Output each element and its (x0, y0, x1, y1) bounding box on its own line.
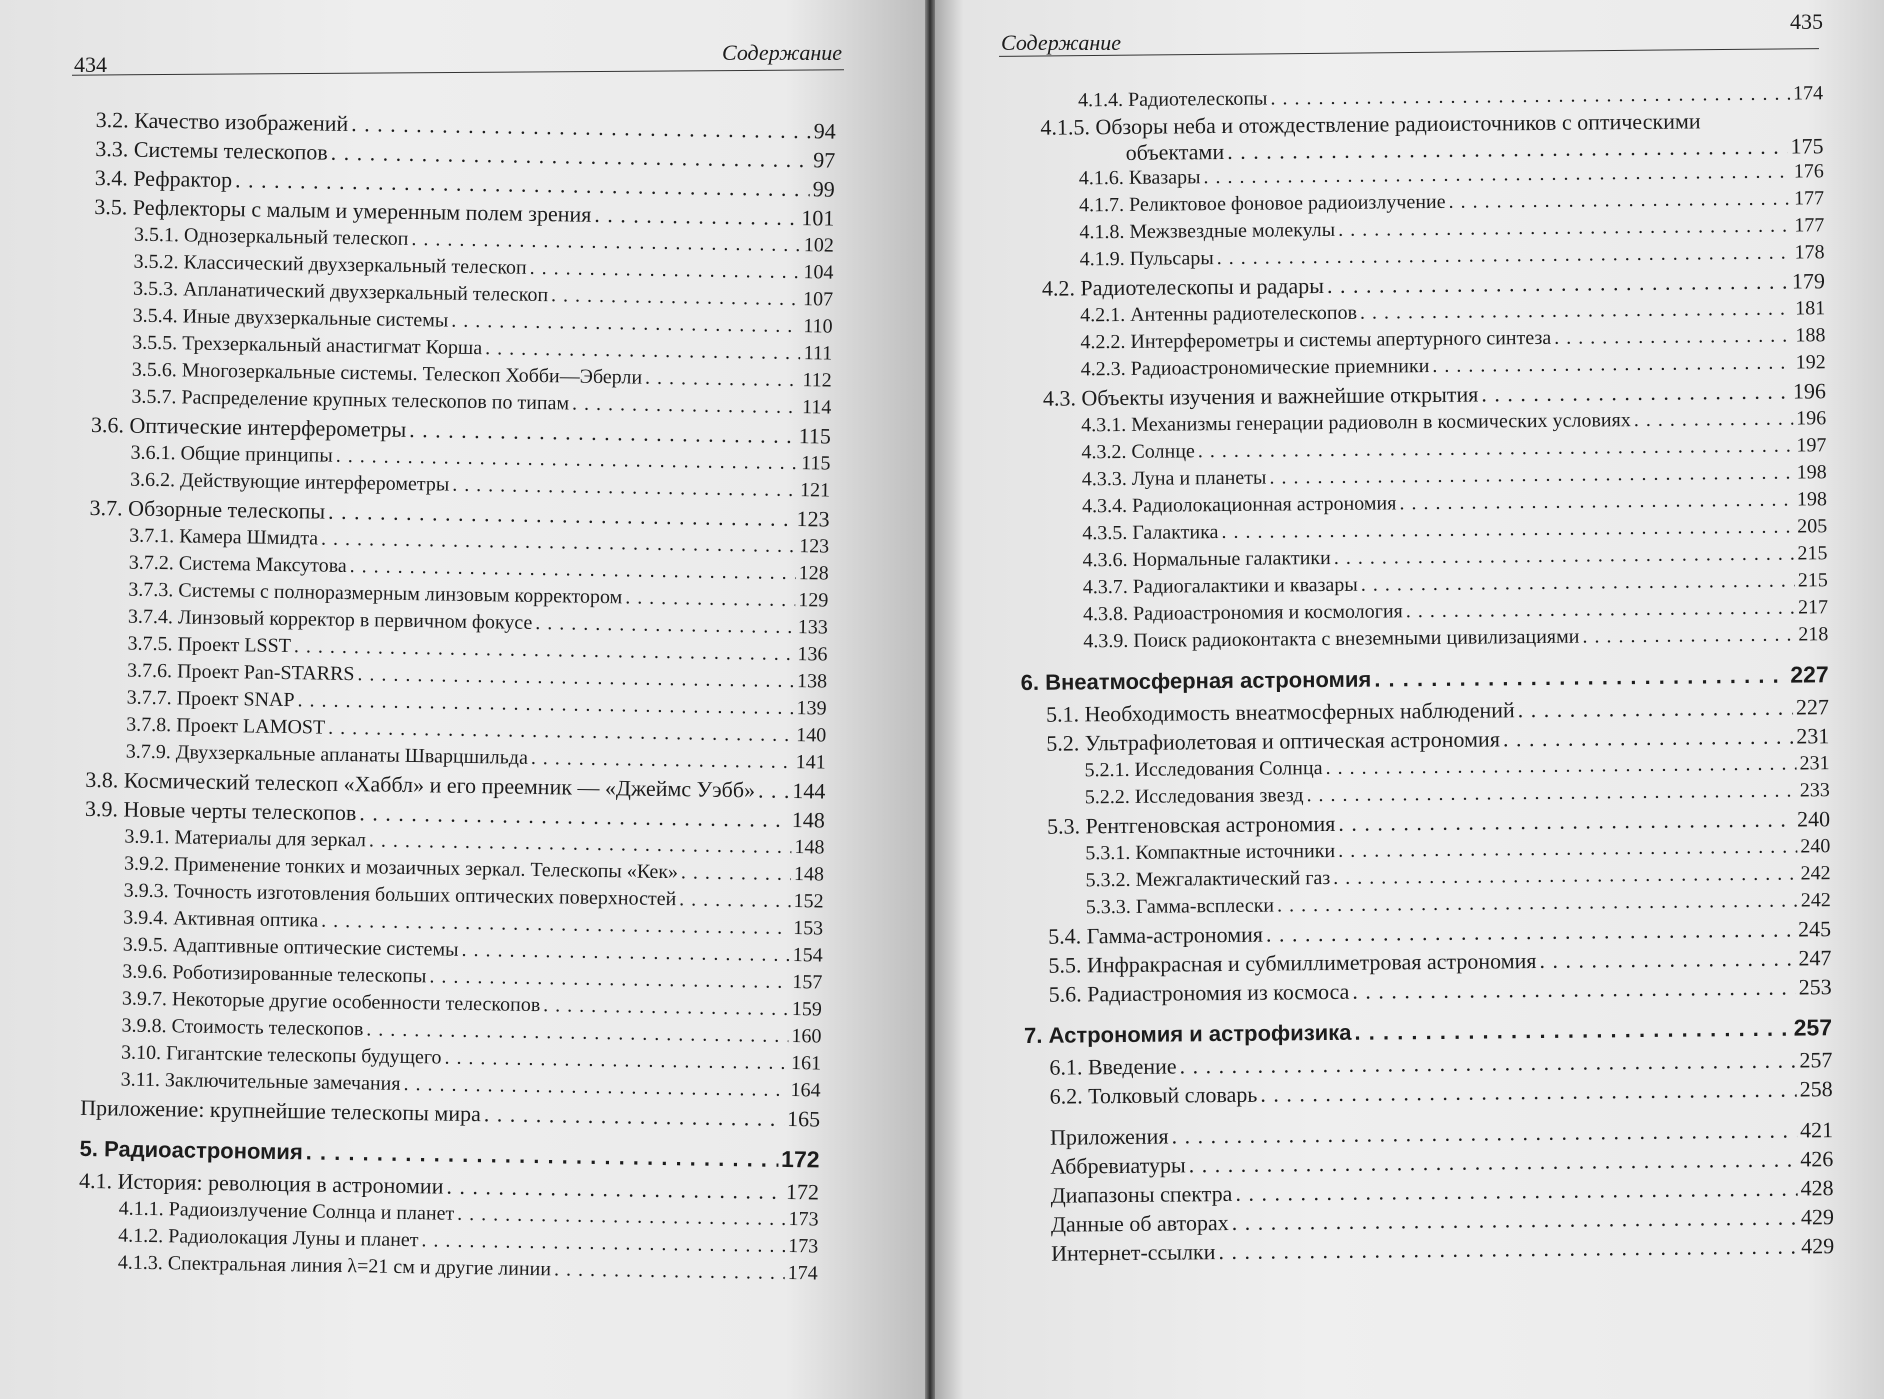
running-title: Содержание (1001, 30, 1122, 55)
toc-entry-page: 99 (812, 176, 835, 202)
toc-entry-label: 3.9.1. Материалы для зеркал (124, 825, 367, 852)
toc-entry-label: Приложение: крупнейшие телескопы мира (80, 1094, 482, 1127)
toc-entry-label: 3.7.4. Линзовый корректор в первичном фокусе (127, 605, 533, 634)
toc-entry-label: 4.1.2. Радиолокация Луны и планет (118, 1224, 419, 1252)
toc-entry-page: 111 (803, 342, 833, 365)
toc-entry-label: 4.1.3. Спектральная линия λ=21 см и другие линии (117, 1251, 552, 1281)
right-page (935, 0, 1884, 1399)
toc-entry-label: 4.3.4. Радиолокационная астрономия (1081, 492, 1397, 518)
toc-entry-page: 144 (792, 778, 826, 804)
toc-entry-label: 3.5.1. Однозеркальный телескоп (133, 223, 409, 250)
toc-entry-page: 121 (799, 479, 831, 502)
toc-entry-label: 3.9. Новые черты телескопов (84, 795, 357, 826)
page-number: 435 (1790, 9, 1823, 34)
toc-entry-page: 148 (791, 807, 826, 833)
toc-entry-label: 4.3.8. Радиоастрономия и космология (1082, 600, 1403, 626)
toc-entry-page: 257 (1799, 1047, 1833, 1073)
toc-entry-label: Аббревиатуры (1050, 1152, 1186, 1179)
header-rule (999, 48, 1819, 57)
dot-leader (594, 200, 798, 232)
toc-entry-label: 3.7.1. Камера Шмидта (129, 524, 319, 550)
toc-entry-page: 227 (1790, 661, 1829, 688)
toc-entry-label: 3.5.2. Классический двухзеркальный телескоп (133, 250, 527, 279)
toc-entry-page: 165 (786, 1105, 821, 1132)
toc-entry-label: 4.1.9. Пульсары (1079, 247, 1214, 271)
toc-entry-page: 164 (790, 1079, 821, 1102)
toc-entry-label: 5.2.2. Исследования звезд (1084, 784, 1304, 809)
toc-entry-label: 3.5.4. Иные двухзеркальные системы (132, 304, 449, 332)
dot-leader (1481, 377, 1790, 409)
toc-entry-label: 4.3.6. Нормальные галактики (1082, 546, 1331, 572)
dot-leader (1554, 323, 1792, 352)
toc-entry-label: 4.1. История: революция в астрономии (78, 1167, 444, 1199)
toc-entry-label: 5.2.1. Исследования Солнца (1084, 757, 1323, 782)
dot-leader (1361, 568, 1795, 599)
toc-entry-label: 3.10. Гигантские телескопы будущего (120, 1041, 442, 1069)
toc-entry-label: 3.9.3. Точность изготовления больших оптических поверхностей (123, 879, 677, 911)
toc-entry-page: 231 (1799, 752, 1830, 775)
toc-entry-page: 159 (791, 998, 823, 1021)
dot-leader (1539, 944, 1795, 975)
toc-entry-page: 196 (1792, 378, 1827, 404)
toc-entry-label: 4.3.1. Механизмы генерации радиоволн в космических условиях (1081, 409, 1631, 437)
toc-entry-label: 4.1.7. Реликтовое фоновое радиоизлучение (1079, 190, 1446, 217)
toc-entry-page: 253 (1798, 974, 1832, 1000)
toc-entry-label: 4.1.5. Обзоры неба и отождествление радиоисточников с оптическими (1040, 108, 1701, 140)
toc-subsection-entry (1083, 621, 1828, 655)
toc-entry-label: 3.2. Качество изображений (95, 106, 349, 136)
toc-entry-page: 198 (1796, 461, 1827, 484)
toc-entry-page: 173 (788, 1208, 819, 1231)
toc-entry-page: 97 (813, 147, 836, 173)
toc-entry-label: 3.7. Обзорные телескопы (89, 494, 326, 524)
dot-leader (1432, 350, 1793, 380)
toc-entry-page: 233 (1799, 779, 1830, 802)
dot-leader (1352, 973, 1796, 1006)
dot-leader (1518, 693, 1794, 725)
toc-entry-page: 176 (1793, 160, 1824, 183)
page-number: 434 (74, 52, 107, 77)
toc-entry-label: 6. Внеатмосферная астрономия (1020, 666, 1372, 695)
toc-entry-page: 133 (797, 616, 829, 639)
toc-entry-page: 139 (796, 697, 827, 720)
toc-entry-page: 242 (1800, 889, 1831, 912)
toc-entry-page: 107 (802, 288, 834, 311)
toc-entry-page: 140 (796, 724, 827, 747)
toc-entry-label: 4.3.2. Солнце (1081, 440, 1195, 464)
toc-entry-page: 257 (1793, 1014, 1833, 1041)
toc-entry-label: 5.1. Необходимость внеатмосферных наблюдений (1045, 697, 1515, 727)
toc-entry-page: 188 (1795, 324, 1826, 347)
toc-entry-label: 3.7.7. Проект SNAP (126, 686, 295, 712)
dot-leader (1503, 722, 1794, 754)
toc-entry-label: 6.2. Толковый словарь (1049, 1081, 1258, 1109)
dot-leader (758, 775, 790, 804)
toc-entry-page: 161 (790, 1052, 822, 1075)
toc-entry-label: 4.1.4. Радиотелескопы (1078, 87, 1268, 112)
left-page (0, 0, 925, 1399)
dot-leader (1218, 1232, 1798, 1267)
toc-entry-page: 217 (1797, 596, 1829, 619)
toc-entry-label: Интернет-ссылки (1051, 1239, 1216, 1266)
toc-entry-page: 174 (1792, 82, 1824, 105)
toc-entry-label: 3.7.5. Проект LSST (127, 632, 292, 658)
toc-entry-label: 3.5.7. Распределение крупных телескопов по типам (131, 385, 570, 415)
toc-entry-page: 247 (1798, 945, 1832, 971)
dot-leader (1354, 1011, 1791, 1051)
toc-entry-page: 157 (792, 971, 823, 994)
toc-entry-page: 112 (802, 369, 832, 392)
toc-entry-page: 123 (796, 506, 830, 532)
dot-leader (535, 610, 795, 641)
toc-entry-page: 175 (1790, 133, 1824, 159)
toc-entry-page: 192 (1795, 351, 1826, 374)
toc-entry-label-continuation: объектами (1125, 138, 1225, 165)
toc-entry-label: 3.5.5. Трехзеркальный анастигмат Корша (132, 331, 483, 360)
toc-entry-label: 5.3.3. Гамма-всплески (1085, 894, 1275, 919)
toc-entry-label: 5.2. Ультрафиолетовая и оптическая астрономия (1046, 726, 1500, 756)
toc-entry-page: 240 (1796, 806, 1831, 832)
toc-entry-page: 245 (1797, 916, 1832, 942)
toc-entry-page: 172 (780, 1145, 820, 1173)
toc-entry-page: 123 (798, 535, 830, 558)
toc-entry-label: 3.7.8. Проект LAMOST (126, 713, 326, 739)
toc-entry-page: 242 (1800, 862, 1831, 885)
toc-entry-page: 104 (803, 261, 834, 284)
dot-leader (543, 992, 789, 1023)
toc-entry-label: 4.1.6. Квазары (1078, 166, 1201, 190)
toc-entry-page: 178 (1794, 241, 1825, 264)
toc-entry-page: 115 (798, 423, 832, 449)
toc-entry-label: 3.11. Заключительные замечания (120, 1068, 401, 1095)
toc-entry-page: 154 (792, 944, 823, 967)
toc-list-right (1015, 80, 1834, 1268)
toc-entry-page: 152 (793, 890, 824, 913)
dot-leader (572, 391, 799, 422)
toc-entry-page: 179 (1791, 268, 1826, 294)
toc-entry-label: 3.7.9. Двухзеркальные апланаты Шварцшильда (125, 740, 529, 769)
toc-section-entry (1051, 1231, 1834, 1268)
toc-entry-label: 3.5.6. Многозеркальные системы. Телескоп Хобби—Эберли (131, 358, 643, 389)
toc-entry-label: 3.6.2. Действующие интерферометры (129, 468, 450, 496)
toc-entry-label: Приложения (1049, 1123, 1169, 1150)
toc-entry-label: 4.2.3. Радиоастрономические приемники (1080, 355, 1430, 381)
toc-entry-page: 421 (1799, 1117, 1834, 1143)
toc-entry-label: 3.3. Системы телескопов (95, 135, 328, 165)
toc-entry-page: 218 (1798, 623, 1829, 646)
dot-leader (554, 1256, 785, 1287)
toc-entry-page: 153 (792, 917, 824, 940)
toc-entry-page: 177 (1793, 187, 1825, 210)
toc-entry-page: 173 (787, 1235, 819, 1258)
toc-entry-page: 428 (1800, 1175, 1834, 1201)
toc-entry-label: 3.9.8. Стоимость телескопов (121, 1014, 364, 1041)
dot-leader (551, 282, 800, 313)
toc-entry-page: 426 (1800, 1146, 1834, 1172)
toc-entry-page: 128 (798, 562, 829, 585)
toc-entry-label: 3.9.6. Роботизированные телескопы (122, 960, 427, 988)
toc-entry-label: 4.3.5. Галактика (1082, 521, 1219, 545)
dot-leader (1270, 81, 1790, 113)
dot-leader (1327, 267, 1789, 300)
dot-leader (679, 886, 791, 915)
dot-leader (681, 859, 791, 888)
toc-entry-label: 4.2. Радиотелескопы и радары (1041, 273, 1325, 301)
toc-entry-label: 3.7.2. Система Максутова (128, 551, 347, 577)
header-rule (72, 69, 844, 75)
toc-entry-label: 3.7.3. Системы с полноразмерным линзовым корректором (128, 578, 623, 609)
dot-leader (1448, 186, 1791, 216)
toc-entry-page: 172 (785, 1178, 820, 1205)
toc-entry-page: 177 (1794, 214, 1825, 237)
toc-entry-page: 215 (1797, 542, 1828, 565)
toc-entry-label: 4.3.7. Радиогалактики и квазары (1082, 573, 1358, 599)
toc-entry-label: 5.3.1. Компактные источники (1085, 839, 1336, 865)
toc-entry-label: Данные об авторах (1050, 1210, 1229, 1237)
toc-entry-page: 196 (1796, 407, 1827, 430)
toc-entry-page: 141 (795, 751, 826, 774)
toc-entry-label: 3.4. Рефрактор (94, 164, 233, 193)
toc-entry-label: Диапазоны спектра (1050, 1180, 1233, 1208)
toc-entry-page: 231 (1796, 723, 1830, 749)
dot-leader (625, 584, 795, 614)
toc-entry-page: 110 (803, 315, 833, 338)
toc-entry-label: 3.6. Оптические интерферометры (90, 411, 407, 442)
toc-entry-page: 115 (801, 452, 831, 475)
toc-entry-page: 148 (793, 863, 825, 886)
toc-entry-label: 4.1.8. Межзвездные молекулы (1079, 218, 1336, 244)
dot-leader (1374, 658, 1787, 698)
toc-entry-page: 198 (1796, 488, 1828, 511)
toc-entry-label: 4.3. Объекты изучения и важнейшие открытия (1042, 381, 1479, 411)
running-title: Содержание (722, 40, 843, 65)
toc-entry-label: 3.5. Рефлекторы с малым и умеренным полем зрения (94, 193, 592, 227)
toc-entry-page: 205 (1797, 515, 1828, 538)
toc-entry-page: 114 (801, 396, 832, 419)
toc-entry-label: 3.5.3. Апланатический двухзеркальный телескоп (132, 277, 549, 307)
dot-leader (1338, 213, 1791, 244)
toc-entry-label: 3.9.4. Активная оптика (123, 906, 319, 932)
toc-entry-label: 5.6. Радиастрономия из космоса (1048, 978, 1350, 1007)
toc-entry-page: 101 (801, 205, 835, 231)
toc-entry-page: 181 (1795, 297, 1826, 320)
book-gutter (925, 0, 935, 1399)
toc-entry-page: 136 (797, 643, 828, 666)
dot-leader (645, 365, 800, 394)
toc-entry-label: 3.6.1. Общие принципы (130, 441, 333, 467)
toc-section-entry (1049, 972, 1832, 1009)
toc-entry-page: 129 (798, 589, 829, 612)
dot-leader (1406, 595, 1795, 626)
toc-entry-page: 429 (1800, 1204, 1834, 1230)
toc-entry-page: 429 (1801, 1233, 1835, 1259)
dot-leader (1338, 805, 1794, 838)
toc-entry-label: 4.3.3. Луна и планеты (1081, 466, 1267, 491)
toc-entry-page: 102 (803, 234, 835, 257)
toc-list-left (78, 105, 836, 1287)
toc-entry-page: 258 (1799, 1076, 1833, 1102)
dot-leader (1260, 1075, 1797, 1109)
toc-entry-label: 3.9.5. Адаптивные оптические системы (122, 933, 459, 961)
dot-leader (1634, 406, 1794, 435)
toc-entry-label: 3.8. Космический телескоп «Хаббл» и его преемник — «Джеймс Уэбб» (85, 766, 756, 803)
toc-entry-label: 4.3.9. Поиск радиоконтакта с внеземными цивилизациями (1083, 625, 1580, 653)
dot-leader (484, 1099, 785, 1133)
toc-entry-page: 227 (1795, 694, 1830, 720)
toc-entry-page: 138 (796, 670, 828, 693)
toc-entry-label: 4.2.2. Интерферометры и системы апертурного синтеза (1080, 326, 1552, 354)
toc-entry-label: 7. Астрономия и астрофизика (1023, 1019, 1352, 1048)
toc-entry-label: 5.3.2. Межгалактический газ (1085, 867, 1331, 892)
toc-entry-label: 5.4. Гамма-астрономия (1048, 921, 1264, 949)
toc-entry-label: 5.5. Инфракрасная и субмиллиметровая астрономия (1048, 948, 1537, 978)
dot-leader (531, 745, 793, 776)
toc-entry-page: 197 (1796, 434, 1827, 457)
toc-entry-label: 3.9.7. Некоторые другие особенности телескопов (121, 987, 541, 1017)
toc-entry-page: 148 (794, 836, 825, 859)
toc-entry-label: 5.3. Рентгеновская астрономия (1046, 810, 1336, 839)
toc-entry-label: 6.1. Введение (1049, 1053, 1177, 1080)
toc-entry-page: 94 (813, 118, 836, 144)
toc-entry-label: 5. Радиоастрономия (79, 1135, 303, 1165)
toc-entry-page: 160 (791, 1025, 822, 1048)
toc-entry-page: 215 (1797, 569, 1828, 592)
dot-leader (529, 255, 800, 286)
toc-entry-label: 3.7.6. Проект Pan-STARRS (126, 659, 355, 686)
toc-entry-page: 240 (1800, 835, 1831, 858)
toc-entry-label: 4.2.1. Антенны радиотелескопов (1080, 301, 1358, 327)
toc-entry-page: 174 (787, 1262, 818, 1285)
dot-leader (1360, 296, 1792, 327)
dot-leader (1399, 487, 1794, 518)
toc-entry-label: 4.1.1. Радиоизлучение Солнца и планет (118, 1197, 455, 1225)
dot-leader (1582, 622, 1795, 651)
toc-entry-label: 3.9.2. Применение тонких и мозаичных зеркал. Телескопы «Кек» (123, 852, 679, 884)
